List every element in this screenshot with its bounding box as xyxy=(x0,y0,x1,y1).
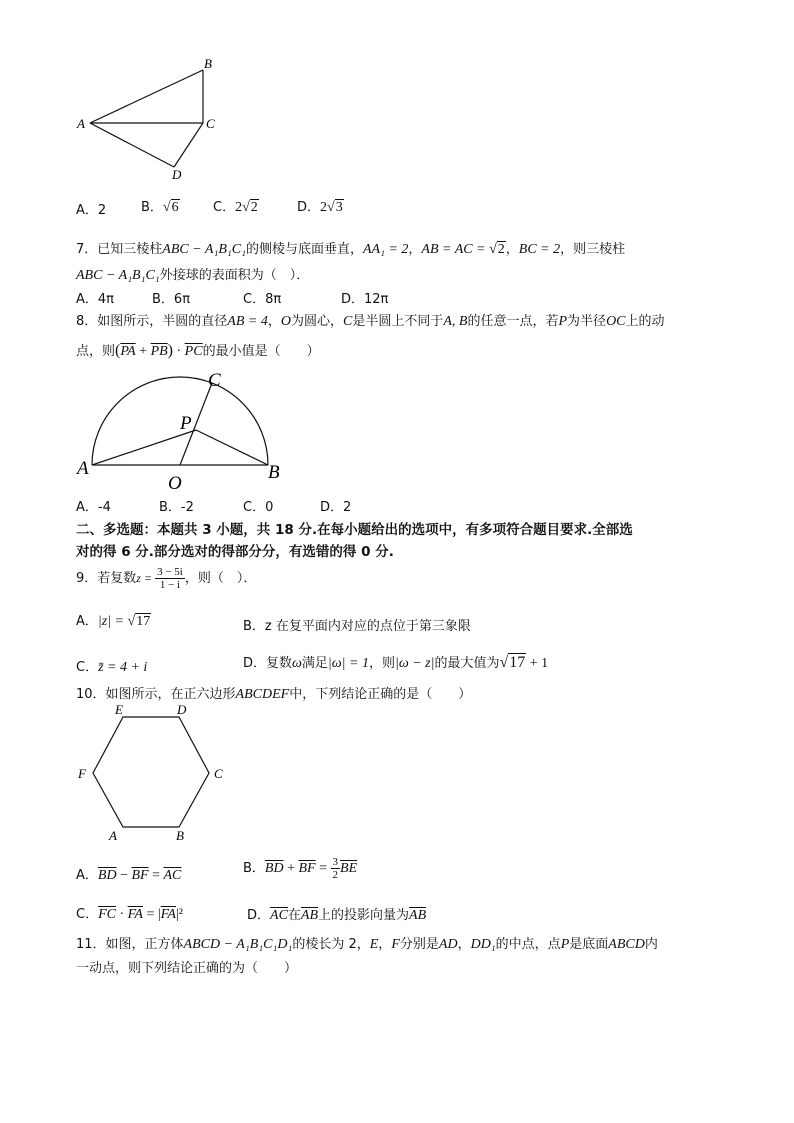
q9-option-c: C．z̄ = 4 + i xyxy=(76,660,148,675)
label-c: C xyxy=(214,766,223,781)
q9-stem: 9．若复数z = $\frac{3 - 5i}{1 - i}$ ，则（ ）． xyxy=(76,566,257,591)
q7-option-a: A．4π xyxy=(76,292,114,307)
label-f: F xyxy=(78,766,86,781)
figure-q8 xyxy=(72,366,292,496)
q8-option-b: B．-2 xyxy=(159,500,194,515)
label-a: A xyxy=(109,828,117,843)
q8-option-a: A．-4 xyxy=(76,500,111,515)
q9-option-b: B．z 在复平面内对应的点位于第三象限 xyxy=(243,619,471,634)
label-o: O xyxy=(168,473,182,494)
q6-options xyxy=(76,199,106,218)
q10-option-c: C．$\overline{FC} \cdot \overline{FA} = |\overline{FA}|^2$ xyxy=(76,907,183,922)
q10-option-b: B．$\overline{BD} + \overline{BF}$ = $\frac{3}{2}$ $\overline{BE}$ xyxy=(243,856,358,881)
q10-option-a: A．$\overline{BD} - \overline{BF} = \overline{AC}$ xyxy=(76,868,182,883)
section-2-heading-line1: 二、多选题：本题共 3 小题，共 18 分.在每小题给出的选项中，有多项符合题目要求.全部选 xyxy=(76,522,633,538)
q8-line2: 点，则$(\overline{PA} + \overline{PB}) \cdot \overline{PC}$的最小值是（ ） xyxy=(76,342,320,359)
label-b: B xyxy=(176,828,184,843)
section-2-heading-line2: 对的得 6 分.部分选对的得部分分，有选错的得 0 分. xyxy=(76,544,394,560)
q8-option-d: D．2 xyxy=(320,500,352,515)
label-c: C xyxy=(206,116,215,131)
q6-option-b: B．√6 xyxy=(141,200,179,215)
label-a: A xyxy=(77,116,85,131)
label-b: B xyxy=(204,56,212,71)
q7-option-b: B．6π xyxy=(152,292,191,307)
prism-name: ABC − A₁B₁C₁ xyxy=(162,242,246,257)
figure-q10-hexagon xyxy=(72,700,232,848)
label-d: D xyxy=(172,167,182,182)
label-p: P xyxy=(180,413,192,434)
sqrt-6: 6 xyxy=(171,200,179,215)
label-c: C xyxy=(208,370,221,391)
q7-line1: 7．已知三棱柱ABC − A₁B₁C₁的侧棱与底面垂直，AA₁ = 2，AB = AC = √2，BC = 2，则三棱柱 xyxy=(76,242,626,257)
q8-line1: 8．如图所示，半圆的直径AB = 4，O为圆心，C是半圆上不同于A, B的任意一点，若P为半径OC上的动 xyxy=(76,314,665,329)
q7-line2: ABC − A₁B₁C₁外接球的表面积为（ ）． xyxy=(76,268,310,283)
q9-option-a: A．|z| = √17 xyxy=(76,614,151,629)
q7-option-c: C．8π xyxy=(243,292,282,307)
q10-option-d: D．$\overline{AC}$在$\overline{AB}$上的投影向量为$\overline{AB}$ xyxy=(247,908,427,923)
q8-option-c: C．0 xyxy=(243,500,274,515)
label-e: E xyxy=(115,702,123,717)
label-b: B xyxy=(268,462,280,483)
q10-stem: 10．如图所示，在正六边形ABCDEF中，下列结论正确的是（ ） xyxy=(76,687,472,702)
q6-option-a: A．2 xyxy=(76,203,107,218)
q6-option-d: D．2√3 xyxy=(297,200,343,215)
label-d: D xyxy=(177,702,187,717)
q11-line1: 11．如图，正方体ABCD − A₁B₁C₁D₁的棱长为 2，E，F分别是AD，DD₁的中点，点P是底面ABCD内 xyxy=(76,937,658,952)
figure-q6 xyxy=(70,52,230,182)
q9-option-d: D．复数ω满足|ω| = 1，则|ω − z|的最大值为√17 + 1 xyxy=(243,654,549,671)
label-a: A xyxy=(77,458,89,479)
q11-line2: 一动点，则下列结论正确的为（ ） xyxy=(76,961,298,976)
q7-option-d: D．12π xyxy=(341,292,389,307)
q6-option-c: C．2√2 xyxy=(213,200,258,215)
